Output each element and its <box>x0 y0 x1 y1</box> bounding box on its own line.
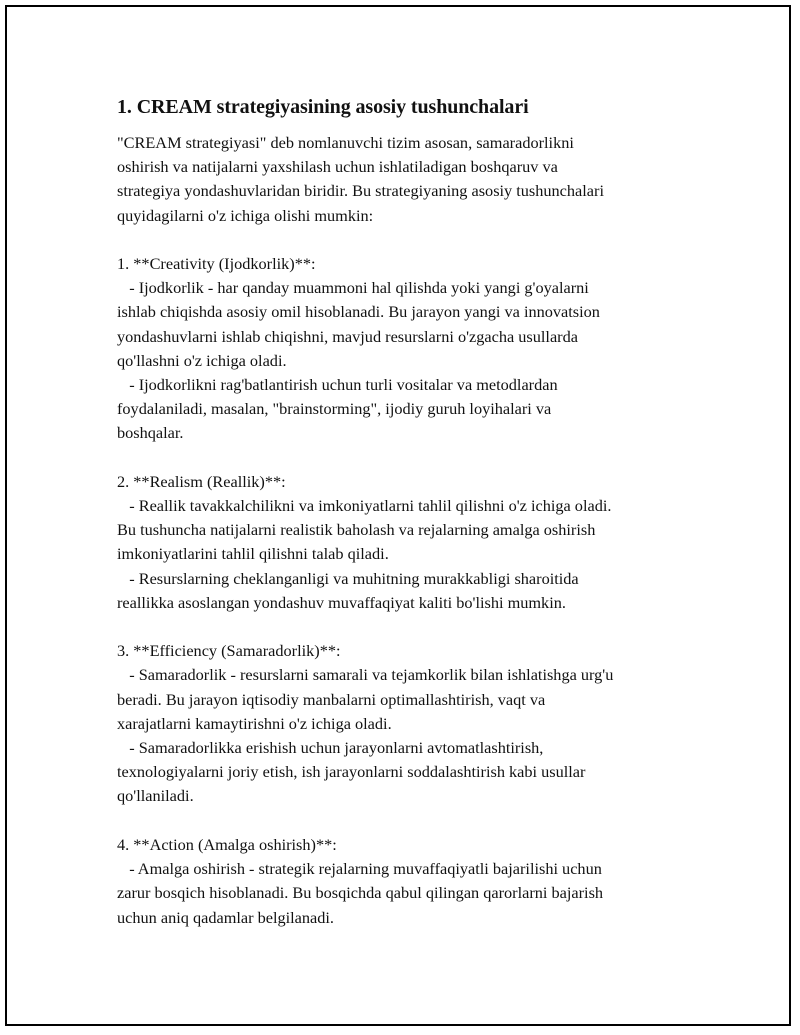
document-body <box>117 93 689 930</box>
spacer <box>117 228 689 252</box>
creativity-paragraph: 1. **Creativity (Ijodkorlik)**: - Ijodkorlik - har qanday muammoni hal qilishda yoki yangi g'oyalarni ishlab chiqishda asosiy omil hisoblanadi. Bu jarayon yangi va innovatsion yondashuvlarni ishlab chiqishni, mavjud resurslarni o'zgacha usullarda qo'llashni o'z ichiga oladi. - Ijodkorlikni rag'batlantirish uchun turli vositalar va metodlardan foydalaniladi, masalan, "brainstorming", ijodiy guruh loyihalari va boshqalar. <box>117 254 600 443</box>
spacer <box>117 615 689 639</box>
efficiency-paragraph: 3. **Efficiency (Samaradorlik)**: - Samaradorlik - resurslarni samarali va tejamkorlik bilan ishlatishga urg'u beradi. Bu jarayon iqtisodiy manbalarni optimallashtirish, vaqt va xarajatlarni kamaytirishni o'z ichiga oladi. - Samaradorlikka erishish uchun jarayonlarni avtomatlashtirish, texnologiyalarni joriy etish, ish jarayonlarni soddalashtirish kabi usullar qo'llaniladi. <box>117 641 614 806</box>
realism-paragraph: 2. **Realism (Reallik)**: - Reallik tavakkalchilikni va imkoniyatlarni tahlil qilishni o'z ichiga oladi. Bu tushuncha natijalarni realistik baholash va rejalarning amalga oshirish imkoniyatlarini tahlil qilishni talab qiladi. - Resurslarning cheklanganligi va muhitning murakkabligi sharoitida reallikka asoslangan yondashuv muvaffaqiyat kaliti bo'lishi mumkin. <box>117 471 612 612</box>
spacer <box>117 446 689 470</box>
section-heading: 1. CREAM strategiyasining asosiy tushunchalari <box>117 96 529 118</box>
action-paragraph: 4. **Action (Amalga oshirish)**: - Amalga oshirish - strategik rejalarning muvaffaqiyatli bajarilishi uchun zarur bosqich hisoblanadi. Bu bosqichda qabul qilingan qarorlarni bajarish uchun aniq qadamlar belgilanadi. <box>117 834 604 927</box>
spacer <box>117 809 689 833</box>
intro-paragraph: "CREAM strategiyasi" deb nomlanuvchi tizim asosan, samaradorlikni oshirish va natijalarni yaxshilash uchun ishlatiladigan boshqaruv va strategiya yondashuvlaridan biridir. Bu strategiyaning asosiy tushunchalari quyidagilarni o'z ichiga olishi mumkin: <box>117 133 604 225</box>
